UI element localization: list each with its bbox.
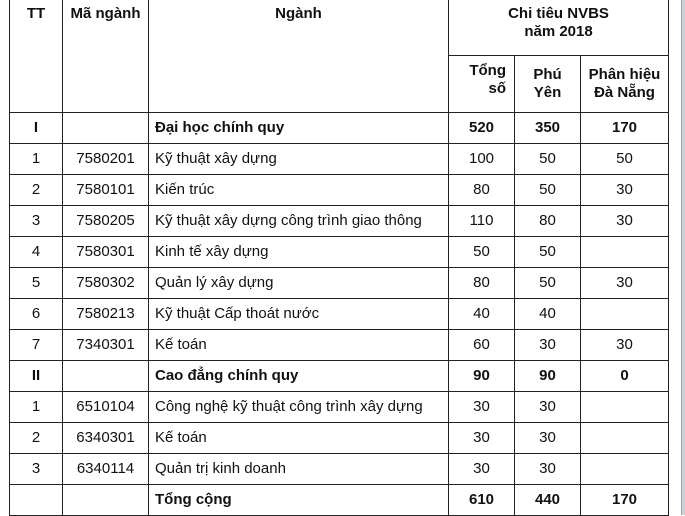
cell-da-nang: 30 <box>581 175 669 206</box>
header-tong-so <box>449 56 515 113</box>
cell-tong-so: 80 <box>449 268 515 299</box>
cell-phu-yen: 30 <box>515 454 581 485</box>
cell-phu-yen: 80 <box>515 206 581 237</box>
cell-da-nang: 0 <box>581 361 669 392</box>
cell-da-nang <box>581 237 669 268</box>
cell-da-nang <box>581 454 669 485</box>
cell-tt: 7 <box>10 330 63 361</box>
header-phan-hieu-line2: Đà Nẵng <box>594 84 655 101</box>
cell-da-nang: 30 <box>581 330 669 361</box>
cell-nganh: Quản lý xây dựng <box>149 268 449 299</box>
cell-phu-yen: 50 <box>515 268 581 299</box>
cell-tong-so: 40 <box>449 299 515 330</box>
cell-nganh: Cao đẳng chính quy <box>149 361 449 392</box>
cell-tong-so: 30 <box>449 392 515 423</box>
cell-nganh: Kỹ thuật Cấp thoát nước <box>149 299 449 330</box>
cell-nganh: Đại học chính quy <box>149 113 449 144</box>
table-row <box>10 206 669 237</box>
table-body <box>10 113 669 516</box>
cell-ma-nganh <box>63 361 149 392</box>
cell-phu-yen: 350 <box>515 113 581 144</box>
cell-da-nang <box>581 392 669 423</box>
cell-ma-nganh <box>63 113 149 144</box>
cell-phu-yen: 440 <box>515 485 581 516</box>
cell-phu-yen: 90 <box>515 361 581 392</box>
header-phan-hieu-line1: Phân hiệu <box>588 66 661 83</box>
cell-ma-nganh: 7340301 <box>63 330 149 361</box>
cell-tong-so: 30 <box>449 423 515 454</box>
cell-phu-yen: 30 <box>515 392 581 423</box>
cell-ma-nganh: 6340301 <box>63 423 149 454</box>
cell-tong-so: 90 <box>449 361 515 392</box>
cell-da-nang: 170 <box>581 113 669 144</box>
cell-ma-nganh: 7580201 <box>63 144 149 175</box>
header-tong-so-line1: Tổng <box>469 62 506 79</box>
cell-ma-nganh: 7580205 <box>63 206 149 237</box>
cell-nganh: Kế toán <box>149 423 449 454</box>
header-nganh: Ngành <box>149 0 449 113</box>
table-row-section <box>10 361 669 392</box>
cell-nganh: Kiến trúc <box>149 175 449 206</box>
table-row <box>10 175 669 206</box>
cell-tong-so: 110 <box>449 206 515 237</box>
table-row <box>10 392 669 423</box>
cell-ma-nganh: 6510104 <box>63 392 149 423</box>
table-row-section <box>10 113 669 144</box>
header-ma-nganh: Mã ngành <box>63 0 149 113</box>
cell-da-nang: 30 <box>581 206 669 237</box>
cell-tt: 2 <box>10 423 63 454</box>
cell-phu-yen: 50 <box>515 144 581 175</box>
cell-tt: 1 <box>10 392 63 423</box>
table-row <box>10 268 669 299</box>
header-phu-yen <box>515 56 581 113</box>
cell-tong-so: 30 <box>449 454 515 485</box>
cell-tt: II <box>10 361 63 392</box>
cell-phu-yen: 50 <box>515 175 581 206</box>
cell-nganh: Kế toán <box>149 330 449 361</box>
cell-phu-yen: 40 <box>515 299 581 330</box>
cell-tong-so: 80 <box>449 175 515 206</box>
header-phu-yen-line1: Phú <box>533 66 562 83</box>
header-tt: TT <box>10 0 63 113</box>
header-tong-so-line2: số <box>488 80 506 97</box>
enrollment-quota-table <box>9 0 669 516</box>
cell-tt: 4 <box>10 237 63 268</box>
cell-da-nang: 170 <box>581 485 669 516</box>
cell-da-nang <box>581 423 669 454</box>
cell-tt: 1 <box>10 144 63 175</box>
table-row <box>10 454 669 485</box>
cell-phu-yen: 30 <box>515 330 581 361</box>
cell-nganh: Kỹ thuật xây dựng công trình giao thông <box>149 206 449 237</box>
cell-nganh: Tổng cộng <box>149 485 449 516</box>
cell-tt: 6 <box>10 299 63 330</box>
cell-da-nang: 30 <box>581 268 669 299</box>
table-row <box>10 330 669 361</box>
header-chi-tieu-line2: năm 2018 <box>524 23 593 40</box>
header-chi-tieu-line1: Chi tiêu NVBS <box>508 5 609 22</box>
cell-tong-so: 610 <box>449 485 515 516</box>
cell-nganh: Kinh tế xây dựng <box>149 237 449 268</box>
header-chi-tieu <box>449 0 669 56</box>
cell-tong-so: 100 <box>449 144 515 175</box>
cell-tt <box>10 485 63 516</box>
cell-ma-nganh <box>63 485 149 516</box>
cell-tong-so: 50 <box>449 237 515 268</box>
cell-phu-yen: 30 <box>515 423 581 454</box>
header-phu-yen-line2: Yên <box>533 84 562 101</box>
cell-da-nang <box>581 299 669 330</box>
table-row <box>10 423 669 454</box>
cell-tong-so: 60 <box>449 330 515 361</box>
cell-ma-nganh: 7580101 <box>63 175 149 206</box>
header-phan-hieu-da-nang <box>581 56 669 113</box>
cell-ma-nganh: 7580301 <box>63 237 149 268</box>
cell-tt: 5 <box>10 268 63 299</box>
cell-ma-nganh: 6340114 <box>63 454 149 485</box>
cell-tt: 2 <box>10 175 63 206</box>
table-row-section <box>10 485 669 516</box>
table-row <box>10 237 669 268</box>
cell-ma-nganh: 7580302 <box>63 268 149 299</box>
table-row <box>10 299 669 330</box>
cell-phu-yen: 50 <box>515 237 581 268</box>
cell-da-nang: 50 <box>581 144 669 175</box>
cell-tt: 3 <box>10 206 63 237</box>
cell-tt: 3 <box>10 454 63 485</box>
cell-nganh: Kỹ thuật xây dựng <box>149 144 449 175</box>
cell-nganh: Quản trị kinh doanh <box>149 454 449 485</box>
cell-nganh: Công nghệ kỹ thuật công trình xây dựng <box>149 392 449 423</box>
cell-tong-so: 520 <box>449 113 515 144</box>
cell-tt: I <box>10 113 63 144</box>
cell-ma-nganh: 7580213 <box>63 299 149 330</box>
table-row <box>10 144 669 175</box>
